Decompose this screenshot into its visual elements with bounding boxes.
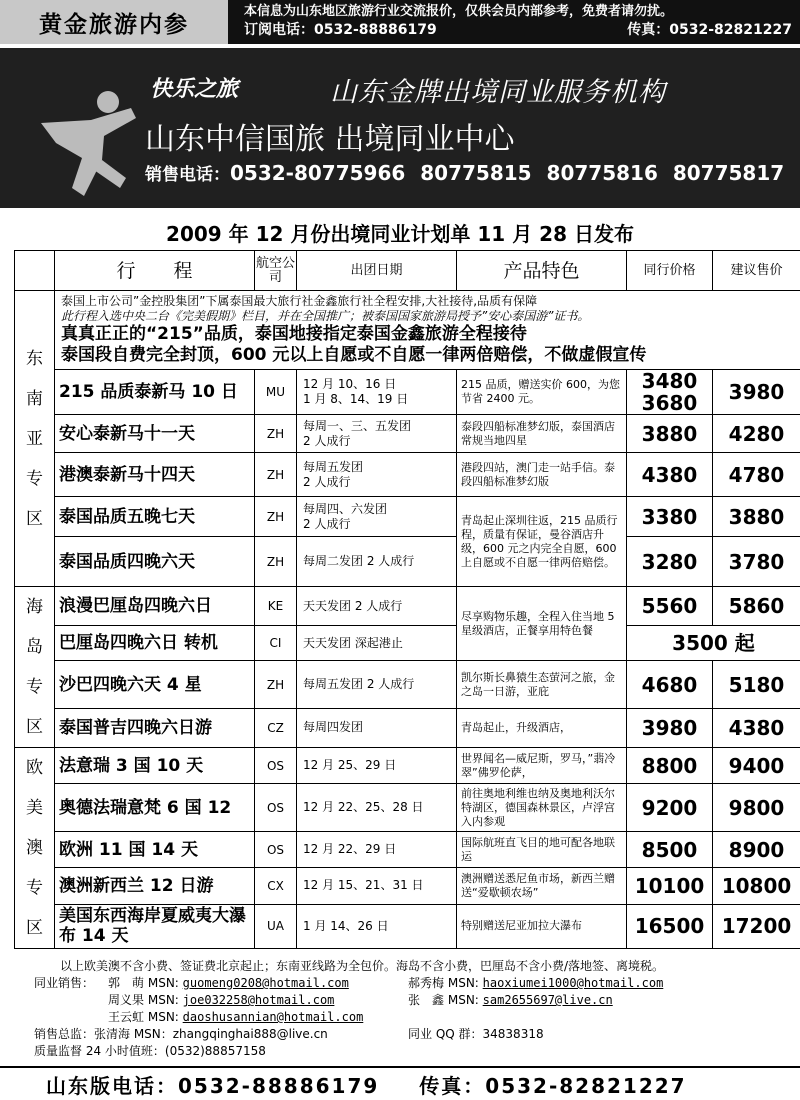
product-features: 青岛起止深圳往返，215 品质行程，质量有保证，曼谷酒店升级，600 元之内完全自愿，600 上自愿或不自愿一律两倍赔偿。 bbox=[457, 497, 627, 587]
header-notice: 本信息为山东地区旅游行业交流报价，仅供会员内部参考，免费者请勿扰。 bbox=[244, 4, 674, 19]
suggested-price: 5860 bbox=[713, 587, 800, 626]
thailand-notes bbox=[55, 291, 800, 370]
header-route: 行 程 bbox=[55, 251, 255, 291]
note-line: 此行程入选中央二台《完美假期》栏目，并在全国推广；被泰国国家旅游局授予”安心泰国游”证书。 bbox=[61, 309, 590, 323]
table-row bbox=[15, 415, 800, 453]
departure-date: 12 月 10、16 日 1 月 8、14、19 日 bbox=[297, 370, 457, 415]
suggested-price: 8900 bbox=[713, 831, 800, 867]
airline-code: CZ bbox=[255, 708, 297, 747]
peer-price: 16500 bbox=[627, 904, 713, 948]
airline-code: OS bbox=[255, 784, 297, 831]
subscribe-phone: 订阅电话：0532-88886179 bbox=[244, 22, 437, 38]
airline-code: ZH bbox=[255, 537, 297, 587]
running-person-logo-icon bbox=[36, 88, 146, 198]
header-fax: 传真：0532-82821227 bbox=[627, 22, 792, 38]
route-name: 澳洲新西兰 12 日游 bbox=[55, 868, 255, 904]
brand-title: 黄金旅游内参 bbox=[0, 0, 228, 44]
sales-label: 同业销售： bbox=[34, 976, 95, 990]
region-label: 东 南 亚 专 区 bbox=[26, 348, 43, 529]
product-features: 215 品质，赠送实价 600，为您节省 2400 元。 bbox=[457, 370, 627, 415]
suggested-price: 3780 bbox=[713, 537, 800, 587]
sales-phone-label: 销售电话： bbox=[145, 165, 230, 185]
peer-price: 3880 bbox=[627, 415, 713, 453]
route-name: 港澳泰新马十四天 bbox=[55, 453, 255, 497]
airline-code: OS bbox=[255, 831, 297, 867]
route-name: 巴厘岛四晚六日 转机 bbox=[55, 626, 255, 661]
route-name: 欧洲 11 国 14 天 bbox=[55, 831, 255, 867]
table-row bbox=[15, 661, 800, 708]
header-suggested-price: 建议售价 bbox=[713, 251, 800, 291]
route-name: 215 品质泰新马 10 日 bbox=[55, 370, 255, 415]
route-name: 安心泰新马十一天 bbox=[55, 415, 255, 453]
route-name: 沙巴四晚六天 4 星 bbox=[55, 661, 255, 708]
peer-price: 4380 bbox=[627, 453, 713, 497]
airline-code: KE bbox=[255, 587, 297, 626]
peer-price: 3280 bbox=[627, 537, 713, 587]
contact-name: 郝秀梅 bbox=[408, 976, 445, 990]
airline-code: ZH bbox=[255, 497, 297, 537]
organization-name: 山东金牌出境同业服务机构 bbox=[330, 77, 666, 108]
route-name: 美国东西海岸夏威夷大瀑布 14 天 bbox=[55, 904, 255, 948]
bottom-phone: 山东版电话：0532-88886179 bbox=[46, 1073, 380, 1098]
contact-name: 周义果 bbox=[108, 993, 145, 1007]
suggested-price: 5180 bbox=[713, 661, 800, 708]
top-bar bbox=[0, 0, 800, 44]
peer-price: 4680 bbox=[627, 661, 713, 708]
region-southeast-asia bbox=[15, 291, 55, 587]
contact-email[interactable]: sam2655697@live.cn bbox=[482, 993, 613, 1007]
peer-price: 3980 bbox=[627, 708, 713, 747]
contact-name: 郭 萌 bbox=[108, 976, 145, 990]
header-peer-price: 同行价格 bbox=[627, 251, 713, 291]
header-blank bbox=[15, 251, 55, 291]
contact-email[interactable]: joe032258@hotmail.com bbox=[182, 993, 335, 1007]
tour-table bbox=[14, 250, 800, 949]
contact-email[interactable]: daoshusannian@hotmail.com bbox=[182, 1010, 364, 1024]
peer-price: 10100 bbox=[627, 868, 713, 904]
airline-code: OS bbox=[255, 748, 297, 784]
table-row bbox=[15, 497, 800, 537]
departure-date: 12 月 22、29 日 bbox=[297, 831, 457, 867]
sales-phone-numbers: 0532-80775966 80775815 80775816 80775817 bbox=[230, 161, 785, 185]
product-features: 前往奥地利维也纳及奥地利沃尔特湖区，德国森林景区，卢浮宫入内参观 bbox=[457, 784, 627, 831]
product-features: 港段四站，澳门走一站手信。泰段四船标准梦幻版 bbox=[457, 453, 627, 497]
table-row bbox=[15, 904, 800, 948]
region-island bbox=[15, 587, 55, 748]
departure-date: 每周五发团 2 人成行 bbox=[297, 453, 457, 497]
table-row bbox=[15, 453, 800, 497]
merged-price: 3500 起 bbox=[627, 626, 800, 661]
bottom-bar bbox=[0, 1066, 800, 1100]
product-features: 国际航班直飞目的地可配各地联运 bbox=[457, 831, 627, 867]
route-name: 泰国品质四晚六天 bbox=[55, 537, 255, 587]
route-name: 泰国品质五晚七天 bbox=[55, 497, 255, 537]
table-row bbox=[15, 370, 800, 415]
peer-price: 3380 bbox=[627, 497, 713, 537]
qq-group: 同业 QQ 群：34838318 bbox=[408, 1027, 544, 1041]
contact-entry bbox=[108, 992, 334, 1008]
table-header-row bbox=[15, 251, 800, 291]
company-name: 山东中信国旅 出境同业中心 bbox=[145, 122, 515, 157]
product-features: 凯尔斯长鼻猿生态萤河之旅，金之岛一日游，亚庇 bbox=[457, 661, 627, 708]
departure-date: 天天发团 深起港止 bbox=[297, 626, 457, 661]
suggested-price: 3880 bbox=[713, 497, 800, 537]
route-name: 泰国普吉四晚六日游 bbox=[55, 708, 255, 747]
airline-code: ZH bbox=[255, 453, 297, 497]
departure-date: 每周四、六发团 2 人成行 bbox=[297, 497, 457, 537]
sales-director: 销售总监：张清海 MSN：zhangqinghai888@live.cn bbox=[34, 1027, 328, 1041]
suggested-price: 10800 bbox=[713, 868, 800, 904]
region-label: 欧 美 澳 专 区 bbox=[26, 758, 43, 938]
note-line: 泰国段自费完全封顶，600 元以上自愿或不自愿一律两倍赔偿，不做虚假宣传 bbox=[61, 345, 647, 365]
contact-email[interactable]: guomeng0208@hotmail.com bbox=[182, 976, 349, 990]
note-line: 泰国上市公司”金控股集团”下属泰国最大旅行社金鑫旅行社全程安排,大社接待,品质有保障 bbox=[61, 294, 538, 308]
table-row bbox=[15, 784, 800, 831]
sales-phones bbox=[145, 160, 784, 185]
header-info bbox=[228, 0, 800, 44]
departure-date: 12 月 15、21、31 日 bbox=[297, 868, 457, 904]
airline-code: MU bbox=[255, 370, 297, 415]
product-features: 泰段四船标准梦幻版，泰国酒店常规当地四星 bbox=[457, 415, 627, 453]
table-row bbox=[15, 748, 800, 784]
table-row bbox=[15, 626, 800, 661]
departure-date: 每周二发团 2 人成行 bbox=[297, 537, 457, 587]
header-date: 出团日期 bbox=[297, 251, 457, 291]
peer-price: 5560 bbox=[627, 587, 713, 626]
suggested-price: 3980 bbox=[713, 370, 800, 415]
msn-label: MSN: bbox=[447, 976, 479, 990]
table-row bbox=[15, 708, 800, 747]
departure-date: 每周一、三、五发团 2 人成行 bbox=[297, 415, 457, 453]
product-features: 青岛起止，升级酒店， bbox=[457, 708, 627, 747]
departure-date: 12 月 25、29 日 bbox=[297, 748, 457, 784]
peer-price: 8800 bbox=[627, 748, 713, 784]
airline-code: ZH bbox=[255, 415, 297, 453]
region-label: 海 岛 专 区 bbox=[26, 597, 43, 737]
table-row bbox=[15, 587, 800, 626]
page-title: 2009 年 12 月份出境同业计划单 11 月 28 日发布 bbox=[166, 222, 634, 246]
departure-date: 每周四发团 bbox=[297, 708, 457, 747]
product-features: 特别赠送尼亚加拉大瀑布 bbox=[457, 904, 627, 948]
product-features: 尽享购物乐趣，全程入住当地 5 星级酒店，正餐享用特色餐 bbox=[457, 587, 627, 661]
suggested-price: 9800 bbox=[713, 784, 800, 831]
route-name: 奥德法瑞意梵 6 国 12 bbox=[55, 784, 255, 831]
contact-entry bbox=[108, 1009, 363, 1025]
suggested-price: 9400 bbox=[713, 748, 800, 784]
msn-label: MSN: bbox=[447, 993, 479, 1007]
airline-code: UA bbox=[255, 904, 297, 948]
table-row bbox=[15, 868, 800, 904]
contact-name: 张 鑫 bbox=[408, 993, 445, 1007]
route-name: 法意瑞 3 国 10 天 bbox=[55, 748, 255, 784]
slogan: 快乐之旅 bbox=[150, 77, 239, 102]
footer-note: 以上欧美澳不含小费、签证费北京起止；东南亚线路为全包价。海岛不含小费，巴厘岛不含小费/落地签、离境税。 bbox=[60, 959, 665, 973]
quality-hotline: 质量监督 24 小时值班：(0532)88857158 bbox=[34, 1044, 266, 1058]
banner bbox=[0, 48, 800, 208]
table-row bbox=[15, 291, 800, 370]
peer-price: 8500 bbox=[627, 831, 713, 867]
suggested-price: 4380 bbox=[713, 708, 800, 747]
contact-entry bbox=[408, 992, 613, 1008]
departure-date: 每周五发团 2 人成行 bbox=[297, 661, 457, 708]
airline-code: CX bbox=[255, 868, 297, 904]
departure-date: 天天发团 2 人成行 bbox=[297, 587, 457, 626]
airline-code: ZH bbox=[255, 661, 297, 708]
region-europe-america-australia bbox=[15, 748, 55, 949]
msn-label: MSN: bbox=[147, 1010, 179, 1024]
header-airline: 航空公司 bbox=[255, 251, 297, 291]
departure-date: 1 月 14、26 日 bbox=[297, 904, 457, 948]
peer-price: 3480 3680 bbox=[627, 370, 713, 415]
suggested-price: 4280 bbox=[713, 415, 800, 453]
product-features: 澳洲赠送悉尼鱼市场，新西兰赠送“爱歇顿农场” bbox=[457, 868, 627, 904]
departure-date: 12 月 22、25、28 日 bbox=[297, 784, 457, 831]
bottom-fax: 传真：0532-82821227 bbox=[419, 1073, 687, 1098]
suggested-price: 17200 bbox=[713, 904, 800, 948]
table-row bbox=[15, 831, 800, 867]
header-features: 产品特色 bbox=[457, 251, 627, 291]
suggested-price: 4780 bbox=[713, 453, 800, 497]
route-name: 浪漫巴厘岛四晚六日 bbox=[55, 587, 255, 626]
note-line: 真真正正的“215”品质，泰国地接指定泰国金鑫旅游全程接待 bbox=[61, 324, 527, 344]
contact-entry bbox=[408, 975, 663, 991]
contact-entry bbox=[108, 975, 349, 991]
peer-price: 9200 bbox=[627, 784, 713, 831]
airline-code: CI bbox=[255, 626, 297, 661]
msn-label: MSN: bbox=[147, 976, 179, 990]
msn-label: MSN: bbox=[147, 993, 179, 1007]
product-features: 世界闻名—威尼斯，罗马，”翡冷翠”佛罗伦萨， bbox=[457, 748, 627, 784]
contact-email[interactable]: haoxiumei1000@hotmail.com bbox=[482, 976, 664, 990]
table-row bbox=[15, 537, 800, 587]
contact-name: 王云虹 bbox=[108, 1010, 145, 1024]
